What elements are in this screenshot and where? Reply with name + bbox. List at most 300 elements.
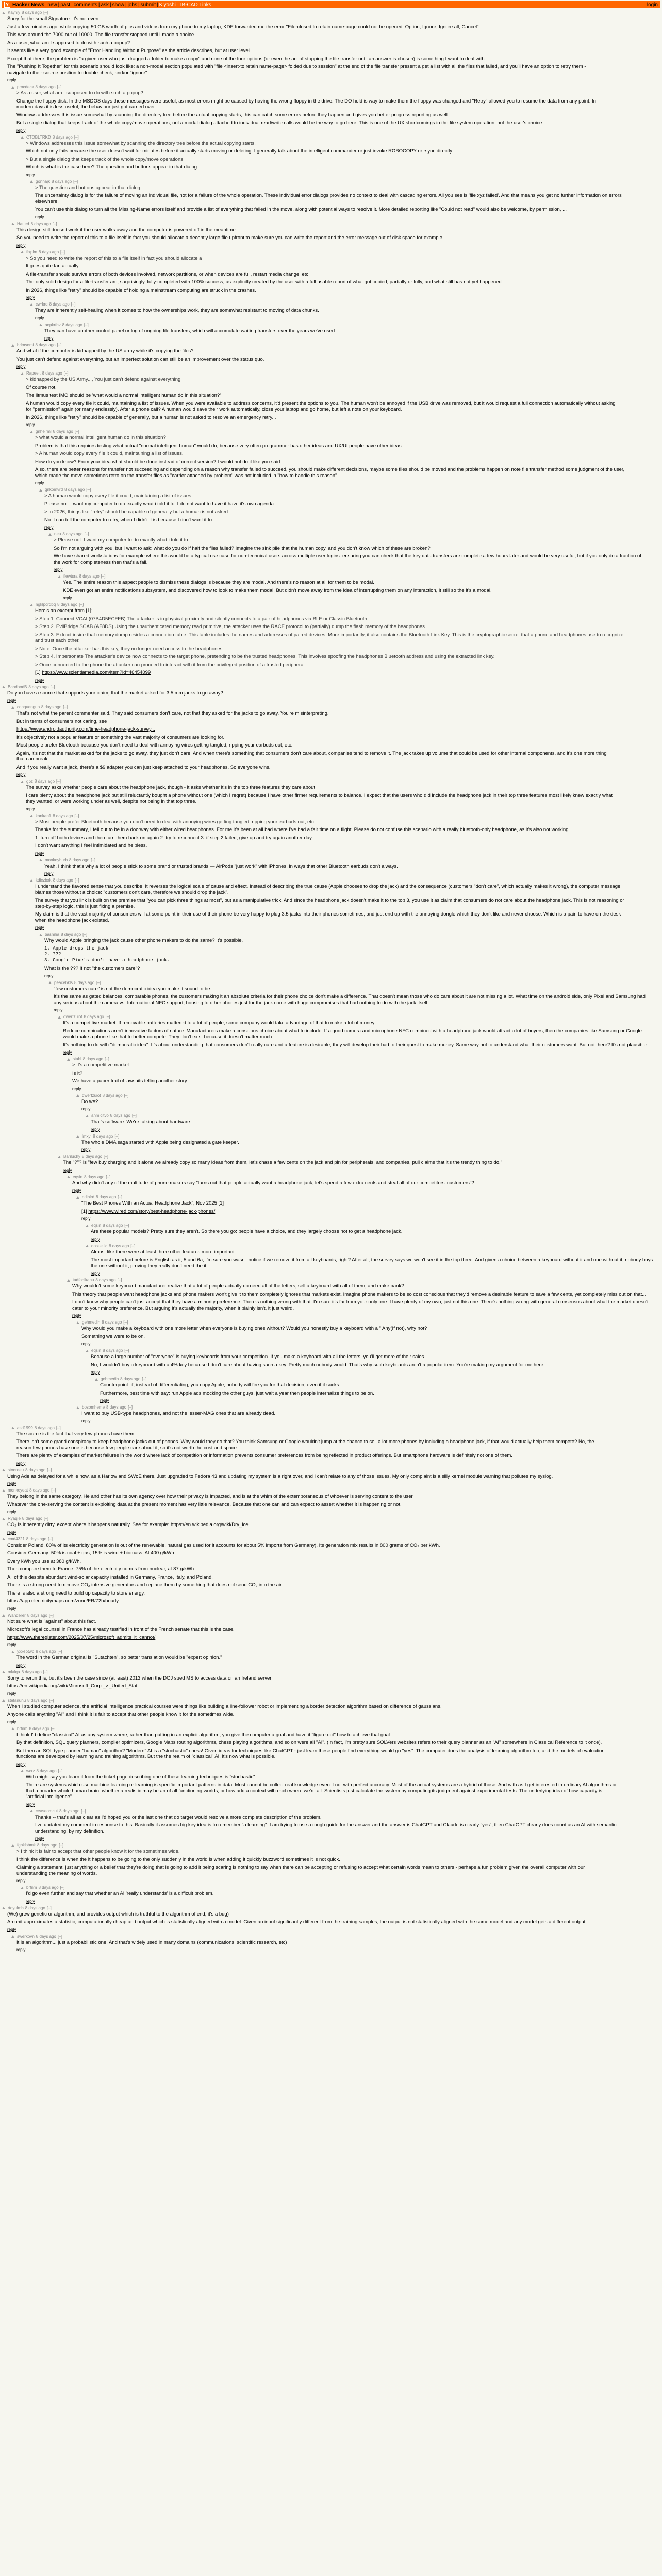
comment-age[interactable]: 8 days ago [29,1726,49,1731]
collapse-toggle[interactable]: [–] [124,1093,129,1098]
comment-user[interactable]: brfnm [17,1726,28,1731]
upvote-arrow-icon[interactable] [30,431,33,433]
comment-body [35,819,628,849]
comment-user[interactable]: fixplm [26,249,37,255]
upvote-arrow-icon[interactable] [11,706,14,709]
reply-link[interactable]: reply [7,1719,16,1724]
reply-link[interactable]: reply [35,851,44,856]
upvote-arrow-icon[interactable] [11,86,14,89]
comment-user[interactable]: Kayniy [8,10,21,15]
collapse-toggle[interactable]: [–] [118,1195,123,1199]
collapse-toggle[interactable]: [–] [84,322,89,327]
upvote-arrow-icon[interactable] [39,934,42,936]
collapse-toggle[interactable]: [–] [58,1768,63,1773]
comment-user[interactable]: neu [54,532,61,536]
comment-user[interactable]: kankan1 [36,813,52,818]
upvote-arrow-icon[interactable] [21,781,24,783]
upvote-arrow-icon[interactable] [39,489,42,492]
collapse-toggle[interactable]: [–] [117,1278,122,1282]
upvote-arrow-icon[interactable] [76,1135,79,1138]
upvote-arrow-icon[interactable] [30,1810,33,1812]
upvote-arrow-icon[interactable] [76,1321,79,1324]
comment-user[interactable]: kdiczbxk [36,878,52,883]
reply-link[interactable]: reply [26,1802,35,1807]
comment-age[interactable]: 8 days ago [36,1649,56,1654]
comment-user[interactable]: aepkrthv [45,322,61,327]
comment-paragraph: This theory that people want headphone jacks and phone makers won't give it to them completely ignores that markets exist. Imagine phone makers to be so cost conscious that they'd remove a desirable feature to save a few cents, yet completely miss out on that... [72,1291,647,1297]
collapse-toggle[interactable]: [–] [128,1405,133,1410]
reply-link[interactable]: reply [16,1663,26,1668]
reply-link[interactable]: reply [7,698,16,703]
comment-age[interactable]: 8 days ago [79,574,100,579]
comment-user[interactable]: wcrz [26,1768,35,1773]
collapse-toggle[interactable]: [–] [96,980,101,985]
upvote-arrow-icon[interactable] [11,1727,14,1730]
upvote-arrow-icon[interactable] [48,981,52,984]
collapse-toggle[interactable]: [–] [142,1377,147,1381]
reply-link[interactable]: reply [72,1188,81,1193]
collapse-toggle[interactable]: [–] [79,602,84,607]
comment-user[interactable]: cmd4321 [8,1536,25,1541]
nav-link-jobs[interactable]: jobs [127,2,137,8]
comment-age[interactable]: 8 days ago [62,532,83,536]
comment-age[interactable]: 8 days ago [41,705,62,709]
comment-age[interactable]: 8 days ago [103,1348,123,1353]
comment-user[interactable]: dosuelllc [91,1243,108,1248]
comment-age[interactable]: 8 days ago [22,10,42,15]
comment-paragraph: Using Ade as delayed for a while now, as a Harlow and SWoE there. Just upgraded to Fedora 43 and updating my system is a right over, and I can't relate to any of those issues. My only complaint is a silly kernel module warning that pollutes my syslog. [7,1473,553,1479]
comment-user[interactable]: gbz [26,779,33,784]
comment [30,814,660,856]
reply-link[interactable]: reply [44,973,54,978]
comment-user[interactable]: stefanunu [8,1698,26,1703]
comment-meta [2,1698,660,1703]
comment-link[interactable]: https://app.electricitymaps.com/zone/FR/72h/hourly [7,1598,119,1604]
upvote-arrow-icon[interactable] [67,1176,70,1178]
comment-user[interactable]: BandoodB [8,684,27,689]
comment-user[interactable]: mlalqa [8,1669,20,1674]
reply-link[interactable]: reply [35,214,44,219]
comment-age[interactable]: 8 days ago [49,302,70,307]
nav-link-submit[interactable]: submit [140,2,156,8]
reply-link[interactable]: reply [72,1313,81,1318]
collapse-toggle[interactable]: [–] [74,878,79,883]
comment-meta [58,574,660,579]
comment-age[interactable]: 8 days ago [35,343,56,347]
collapse-toggle[interactable]: [–] [60,1885,65,1890]
reply-link[interactable]: reply [26,806,35,811]
comment-link[interactable]: https://en.wikipedia.org/wiki/Dry_ice [171,1522,249,1528]
comment-user[interactable]: eqsin [91,1348,102,1353]
comment-age[interactable]: 8 days ago [36,1768,57,1773]
collapse-toggle[interactable]: [–] [105,1057,109,1061]
collapse-toggle[interactable]: [–] [74,429,79,434]
reply-link[interactable]: reply [7,1927,16,1932]
collapse-toggle[interactable]: [–] [57,1649,62,1654]
comment-age[interactable]: 8 days ago [82,1057,104,1061]
comment-user[interactable]: qwertzuiot [82,1093,101,1098]
upvote-arrow-icon[interactable] [95,1378,98,1381]
collapse-toggle[interactable]: [–] [130,1243,136,1248]
comment-user[interactable]: gonnajk [36,179,51,184]
comment-age[interactable]: 8 days ago [26,1536,47,1541]
upvote-arrow-icon[interactable] [11,1844,14,1847]
comment-age[interactable]: 8 days ago [53,878,73,883]
comment-meta [21,1769,660,1774]
collapse-toggle[interactable]: [–] [46,1905,52,1910]
reply-link[interactable]: reply [91,1370,100,1375]
comment-user[interactable]: anmicitvo [91,1113,109,1118]
reply-link[interactable]: reply [7,1691,16,1696]
reply-link[interactable]: reply [81,1107,91,1111]
comment-age[interactable]: 8 days ago [106,1405,127,1410]
collapse-toggle[interactable]: [–] [124,1223,129,1228]
collapse-toggle[interactable]: [–] [124,1348,129,1353]
comment-user[interactable]: Rapeelt [26,371,41,376]
login-link[interactable]: login [647,2,658,8]
comment-age[interactable]: 8 days ago [22,1516,43,1521]
comment-age[interactable]: 8 days ago [57,602,78,607]
upvote-arrow-icon[interactable] [39,324,42,326]
comment [76,1320,660,1346]
comment-user[interactable]: yxxeptwb [17,1649,35,1654]
comment-user[interactable]: gnkomvrd [45,487,63,492]
upvote-arrow-icon[interactable] [2,1489,5,1492]
upvote-arrow-icon[interactable] [21,1887,24,1889]
reply-link[interactable]: reply [63,1167,72,1173]
reply-link[interactable]: reply [81,1342,91,1346]
collapse-toggle[interactable]: [–] [52,221,57,226]
reply-link[interactable]: reply [81,1418,91,1423]
reply-link[interactable]: reply [16,364,26,369]
reply-link[interactable]: reply [7,78,16,82]
reply-link[interactable]: reply [35,481,44,485]
comment-link[interactable]: https://www.androidauthority.com/time-headphone-jack-survey... [16,726,155,732]
nav-link-comments[interactable]: comments [73,2,97,8]
comment-age[interactable]: 8 days ago [35,84,56,89]
comment-user[interactable]: CTOBLTRKD [26,134,51,140]
collapse-toggle[interactable]: [–] [60,249,65,255]
upvote-arrow-icon[interactable] [86,1225,89,1227]
comment-age[interactable]: 8 days ago [53,813,73,818]
collapse-toggle[interactable]: [–] [50,684,55,689]
collapse-toggle[interactable]: [–] [59,1843,64,1848]
upvote-arrow-icon[interactable] [2,1671,5,1673]
collapse-toggle[interactable]: [–] [104,1154,108,1159]
comment-user[interactable]: asd1999 [17,1425,33,1430]
upvote-arrow-icon[interactable] [76,1406,79,1409]
reply-link[interactable]: reply [54,1008,63,1012]
collapse-toggle[interactable]: [–] [71,302,76,307]
comment-user[interactable]: swerkovn [17,1934,35,1939]
comment-age[interactable]: 8 days ago [59,1808,80,1814]
reply-link[interactable]: reply [91,1271,100,1276]
comment-user[interactable]: Ryaqie [8,1516,21,1521]
reply-link[interactable]: reply [7,1510,16,1514]
collapse-toggle[interactable]: [–] [74,813,79,818]
comment-age[interactable]: 8 days ago [38,249,59,255]
collapse-toggle[interactable]: [–] [43,10,48,15]
comment-user[interactable]: Wanderer [8,1613,26,1618]
nav-link-show[interactable]: show [112,2,125,8]
reply-link[interactable]: reply [54,567,63,572]
collapse-toggle[interactable]: [–] [131,1113,137,1118]
reply-link[interactable]: reply [100,1398,109,1403]
upvote-arrow-icon[interactable] [48,533,52,536]
reply-link[interactable]: reply [81,1147,91,1152]
comment-age[interactable]: 8 days ago [120,1377,141,1381]
comment-age[interactable]: 8 days ago [84,1174,105,1179]
nav-link-past[interactable]: past [60,2,71,8]
collapse-toggle[interactable]: [–] [57,343,62,347]
upvote-arrow-icon[interactable] [11,223,14,225]
collapse-toggle[interactable]: [–] [49,1698,54,1703]
comment-paragraph: Anyone calls anything "AI" and I think it is fair to accept that other people know it for the sometimes wide. [7,1711,235,1717]
comment-user[interactable]: rtoyulmb [8,1905,24,1910]
reply-link[interactable]: reply [7,1606,16,1611]
upvote-arrow-icon[interactable] [58,1156,61,1158]
comment-age[interactable]: 8 days ago [27,1698,48,1703]
comment-age[interactable]: 8 days ago [64,487,85,492]
comment-age[interactable]: 8 days ago [61,932,81,937]
upvote-arrow-icon[interactable] [58,575,61,578]
collapse-toggle[interactable]: [–] [51,1488,56,1493]
collapse-toggle[interactable]: [–] [63,705,68,709]
upvote-arrow-icon[interactable] [21,1770,24,1772]
reply-link[interactable]: reply [72,1086,81,1091]
reply-link[interactable]: reply [91,1236,100,1242]
upvote-arrow-icon[interactable] [86,1245,89,1247]
upvote-arrow-icon[interactable] [67,1058,70,1061]
comment-meta [21,250,660,255]
upvote-arrow-icon[interactable] [2,1907,5,1909]
upvote-arrow-icon[interactable] [21,372,24,375]
upvote-arrow-icon[interactable] [30,815,33,817]
reply-link[interactable]: reply [44,871,54,876]
collapse-toggle[interactable]: [–] [105,1014,110,1019]
comment-user[interactable]: monkeyburb [45,857,68,862]
reply-link[interactable]: reply [91,1127,100,1132]
reply-link[interactable]: reply [16,1947,26,1952]
collapse-toggle[interactable]: [–] [74,134,79,140]
collapse-toggle[interactable]: [–] [81,1808,86,1814]
comment-user[interactable]: eqsin [91,1223,102,1228]
upvote-arrow-icon[interactable] [2,12,5,14]
comment-age[interactable]: 8 days ago [34,779,55,784]
comment-user[interactable]: peacehkls [54,980,73,985]
upvote-arrow-icon[interactable] [30,879,33,882]
nav-link-selected[interactable]: Kiyoshi · IB-CAD Links [159,2,211,8]
upvote-arrow-icon[interactable] [67,1279,70,1282]
comment-age[interactable]: 8 days ago [74,980,95,985]
comment-user[interactable]: procdeck [17,84,34,89]
comment-user[interactable]: ddiblrd [82,1195,95,1199]
comment-age[interactable]: 8 days ago [25,1467,46,1472]
collapse-toggle[interactable]: [–] [101,574,106,579]
nav-link-new[interactable]: new [47,2,57,8]
comment-age[interactable]: 8 days ago [27,1613,47,1618]
collapse-toggle[interactable]: [–] [91,857,96,862]
upvote-arrow-icon[interactable] [76,1094,79,1097]
reply-link[interactable]: reply [7,1530,16,1535]
collapse-toggle[interactable]: [–] [56,779,61,784]
nav-link-ask[interactable]: ask [101,2,109,8]
comment-user[interactable]: gnhelrml [36,429,52,434]
comment-link[interactable]: https://en.wikipedia.org/wiki/Microsoft_Corp._v._United_Stat... [7,1683,142,1689]
upvote-arrow-icon[interactable] [30,604,33,606]
comment-user[interactable]: gehmedin [82,1320,101,1325]
reply-link[interactable]: reply [63,1050,72,1055]
upvote-arrow-icon[interactable] [58,1016,61,1019]
reply-link[interactable]: reply [44,336,54,341]
reply-link[interactable]: reply [7,1481,16,1486]
comment-user[interactable]: bashiha [45,932,60,937]
comment-age[interactable]: 8 days ago [93,1133,113,1139]
comment-user[interactable]: bosomheme [82,1405,105,1410]
upvote-arrow-icon[interactable] [2,1469,5,1471]
comment-user[interactable]: stahl [73,1057,81,1061]
reply-link[interactable]: reply [26,295,35,300]
comment-age[interactable]: 8 days ago [81,1154,103,1159]
comment-age[interactable]: 8 days ago [62,322,82,327]
collapse-toggle[interactable]: [–] [123,1320,128,1325]
collapse-toggle[interactable]: [–] [106,1174,111,1179]
reply-link[interactable]: reply [16,1878,26,1883]
collapse-toggle[interactable]: [–] [82,932,88,937]
hn-logo-icon[interactable]: Y [4,2,10,8]
comment-age[interactable]: 8 days ago [37,1843,58,1848]
comment-age[interactable]: 8 days ago [21,1669,42,1674]
comment-user[interactable]: conquenguo [17,705,40,709]
comment-age[interactable]: 8 days ago [42,371,62,376]
upvote-arrow-icon[interactable] [11,1651,14,1653]
upvote-arrow-icon[interactable] [76,1196,79,1199]
comment-age[interactable]: 8 days ago [102,1320,122,1325]
upvote-arrow-icon[interactable] [21,136,24,139]
comment-age[interactable]: 8 days ago [103,1223,123,1228]
comment-age[interactable]: 8 days ago [34,1425,55,1430]
comment-user[interactable]: monkeyeat [8,1488,28,1493]
comment-user[interactable]: eqsin [73,1174,83,1179]
comment-user[interactable]: brlmsemi [17,343,34,347]
comment-age[interactable]: 8 days ago [38,1885,59,1890]
reply-link[interactable]: reply [35,315,44,320]
upvote-arrow-icon[interactable] [21,251,24,253]
upvote-arrow-icon[interactable] [2,1614,5,1617]
comment-age[interactable]: 8 days ago [36,1934,56,1939]
comment-link[interactable]: https://www.theregister.com/2025/07/25/microsoft_admits_it_cannot/ [7,1634,156,1640]
comment-user[interactable]: qwertzuiot [63,1014,82,1019]
upvote-arrow-icon[interactable] [11,1935,14,1938]
comment-age[interactable]: 8 days ago [53,429,73,434]
reply-link[interactable]: reply [16,1761,26,1767]
collapse-toggle[interactable]: [–] [73,179,78,184]
collapse-toggle[interactable]: [–] [44,1516,48,1521]
comment-user[interactable]: fgbklsbmk [17,1843,36,1848]
collapse-toggle[interactable]: [–] [51,1726,56,1731]
collapse-toggle[interactable]: [–] [43,1669,48,1674]
comment-paragraph: > In 2026, things like "retry" should be capable of generally but a human is not asked. [44,509,229,515]
upvote-arrow-icon[interactable] [39,859,42,861]
upvote-arrow-icon[interactable] [2,1538,5,1540]
comment-age[interactable]: 8 days ago [52,134,73,140]
comment-user[interactable]: cwrkrq [36,302,48,307]
reply-link[interactable]: reply [35,925,44,930]
reply-link[interactable]: reply [81,1216,91,1221]
collapse-toggle[interactable]: [–] [86,487,91,492]
upvote-arrow-icon[interactable] [86,1115,89,1117]
reply-link[interactable]: reply [26,172,35,177]
collapse-toggle[interactable]: [–] [47,1467,52,1472]
collapse-toggle[interactable]: [–] [84,532,89,536]
comment-user[interactable]: tadfoolkanu [73,1278,94,1282]
comment-user[interactable]: flewtsra [63,574,78,579]
comment-link[interactable]: https://www.scientiamedia.com/item?id=46454099 [42,670,151,675]
site-title[interactable]: Hacker News [12,2,45,8]
comment-age[interactable]: 8 days ago [84,1014,104,1019]
upvote-arrow-icon[interactable] [2,686,5,688]
comment-link[interactable]: https://www.wired.com/story/best-headphone-jack-phones/ [88,1208,216,1214]
collapse-toggle[interactable]: [–] [48,1613,54,1618]
comment-user[interactable]: lmxyl [82,1133,92,1139]
collapse-toggle[interactable]: [–] [48,1536,53,1541]
comment-age[interactable]: 8 days ago [96,1195,117,1199]
reply-link[interactable]: reply [35,1836,44,1841]
comment-age[interactable]: 8 days ago [28,684,49,689]
upvote-arrow-icon[interactable] [30,303,33,306]
comment-user[interactable]: ngklpcrdbq [36,602,56,607]
comment-age[interactable]: 8 days ago [29,1488,50,1493]
reply-link[interactable]: reply [63,596,72,600]
upvote-arrow-icon[interactable] [11,1427,14,1429]
upvote-arrow-icon[interactable] [2,1518,5,1520]
upvote-arrow-icon[interactable] [2,1699,5,1702]
reply-link[interactable]: reply [26,1899,35,1904]
collapse-toggle[interactable]: [–] [56,1425,61,1430]
reply-link[interactable]: reply [16,772,26,777]
collapse-toggle[interactable]: [–] [57,84,62,89]
reply-link[interactable]: reply [35,677,44,683]
comment-user[interactable]: Bariluchy [63,1154,80,1159]
comment-user[interactable]: stooreeu [8,1467,24,1472]
reply-link[interactable]: reply [16,128,26,133]
comment-user[interactable]: ceaseomcut [36,1808,58,1814]
reply-link[interactable]: reply [44,525,54,530]
upvote-arrow-icon[interactable] [30,180,33,183]
comment-user[interactable]: Hatted [17,221,29,226]
comment-age[interactable]: 8 days ago [69,857,90,862]
collapse-toggle[interactable]: [–] [114,1133,120,1139]
reply-link[interactable]: reply [16,243,26,248]
reply-link[interactable]: reply [7,1642,16,1647]
comment-age[interactable]: 8 days ago [102,1093,123,1098]
reply-link[interactable]: reply [16,1461,26,1466]
comment-age[interactable]: 8 days ago [52,179,72,184]
comment-age[interactable]: 8 days ago [95,1278,116,1282]
comment-user[interactable]: brfnm [26,1885,37,1890]
comment-age[interactable]: 8 days ago [25,1905,45,1910]
upvote-arrow-icon[interactable] [11,344,14,347]
comment-age[interactable]: 8 days ago [109,1243,129,1248]
collapse-toggle[interactable]: [–] [57,1934,62,1939]
reply-link[interactable]: reply [26,422,35,427]
comment-age[interactable]: 8 days ago [30,221,51,226]
collapse-toggle[interactable]: [–] [63,371,69,376]
comment-age[interactable]: 8 days ago [110,1113,130,1118]
comment-body [7,690,600,697]
comment-user[interactable]: gehmedin [101,1377,119,1381]
upvote-arrow-icon[interactable] [86,1350,89,1352]
